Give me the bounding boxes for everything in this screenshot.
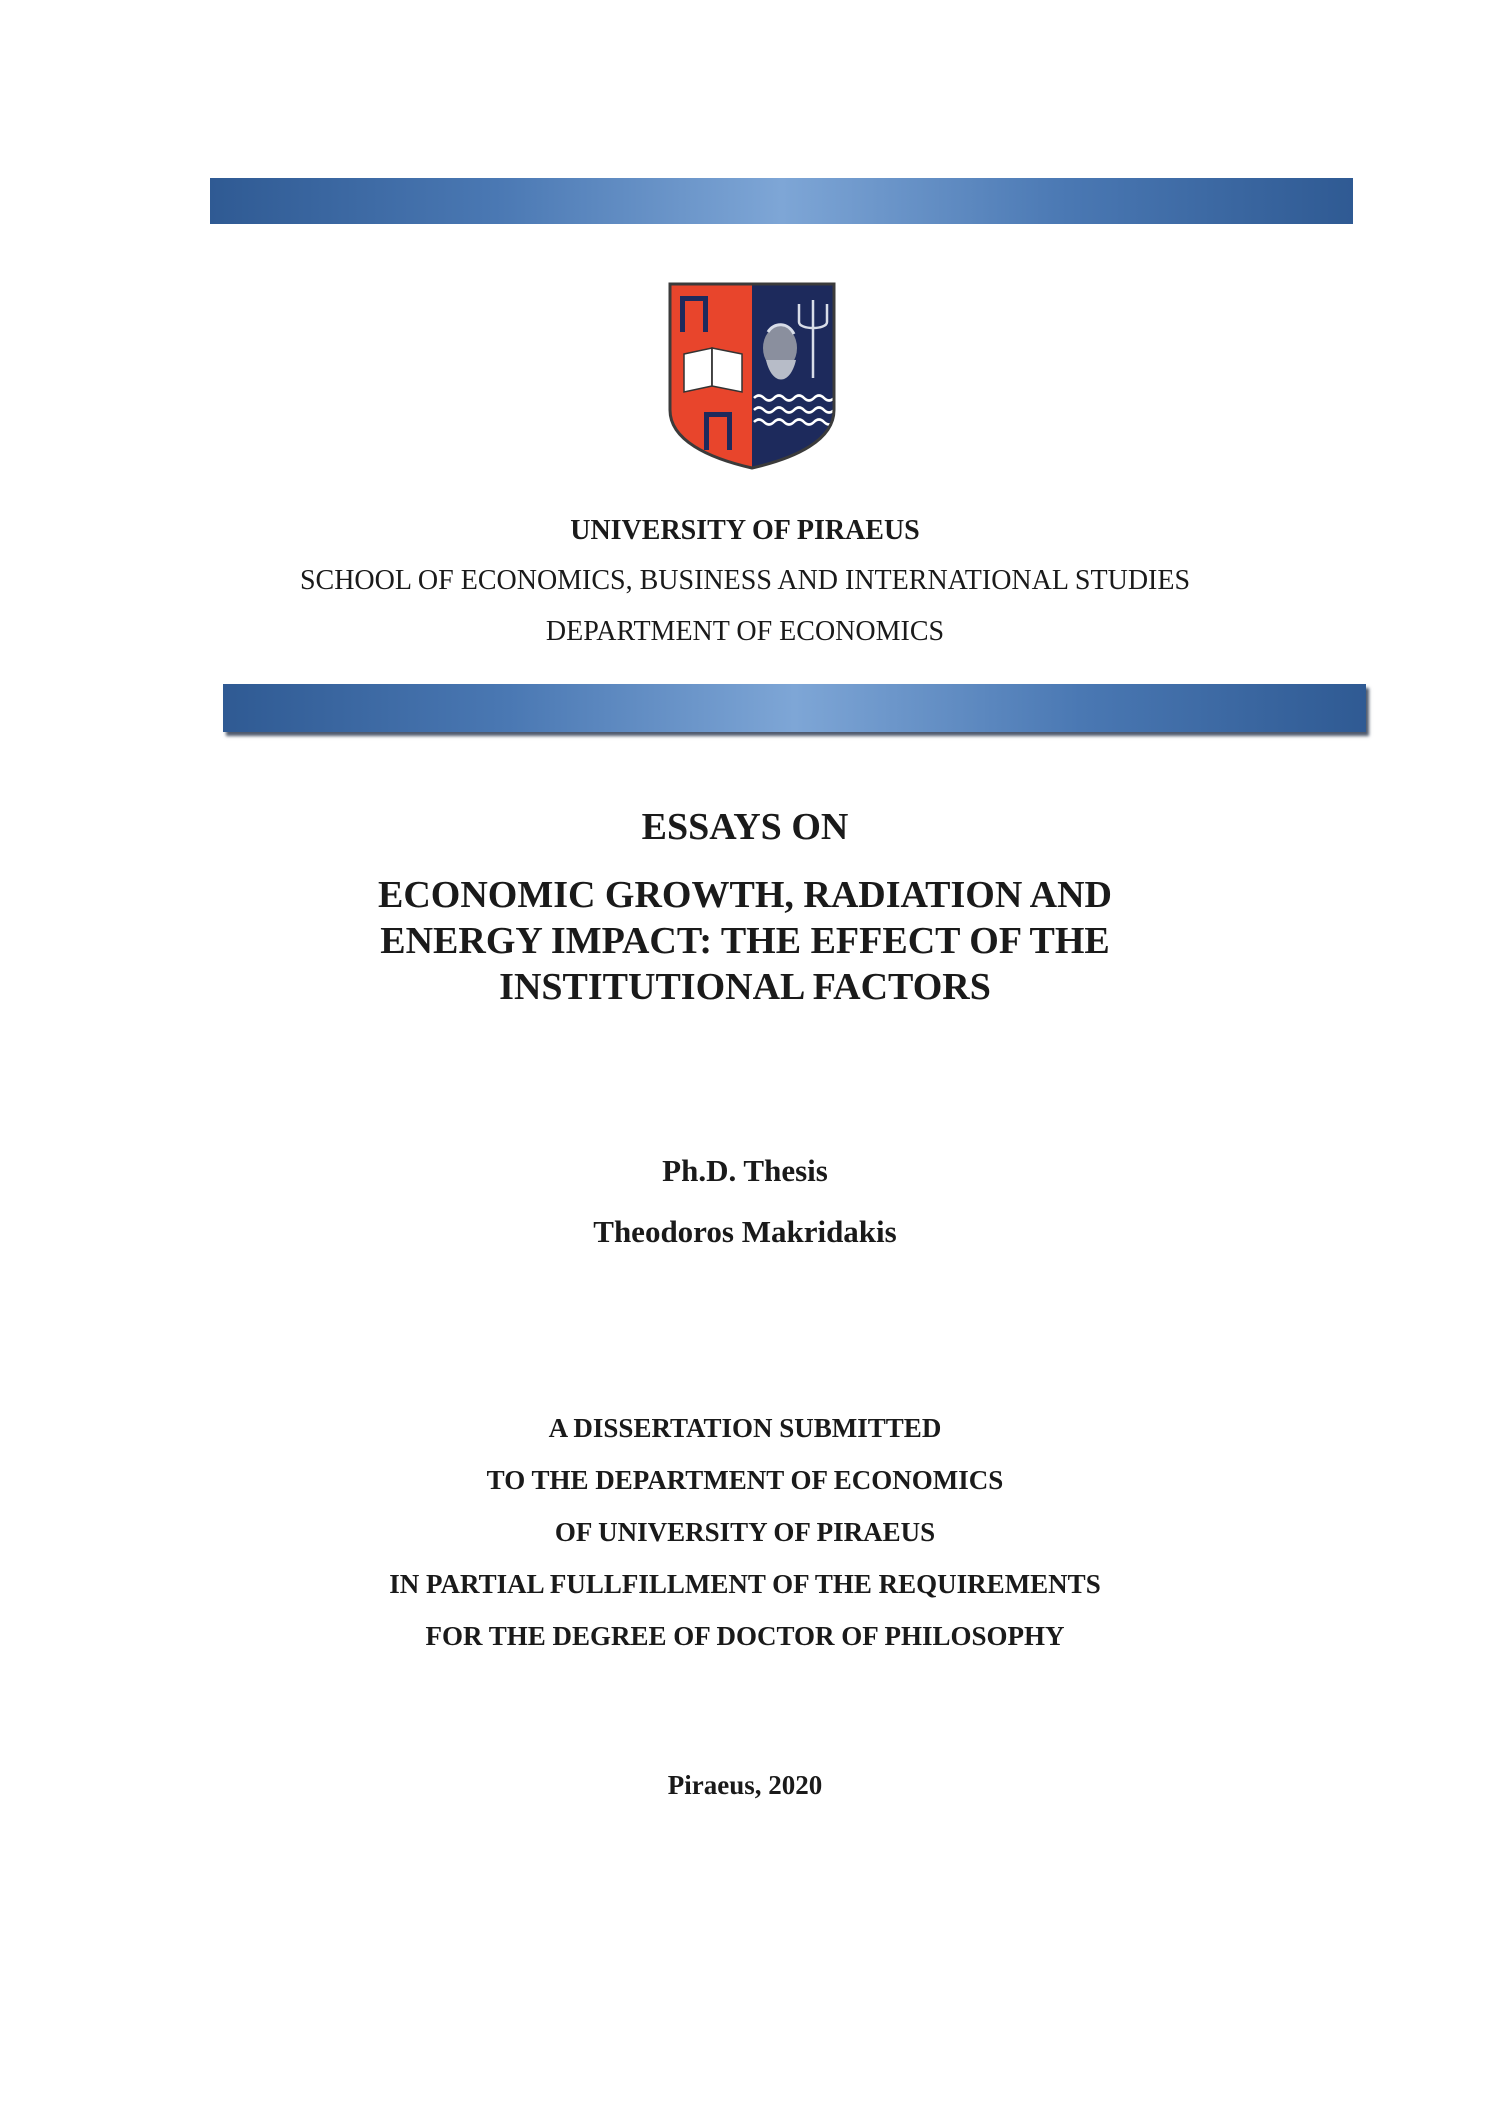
statement-line: TO THE DEPARTMENT OF ECONOMICS — [486, 1465, 1004, 1495]
statement-line: A DISSERTATION SUBMITTED — [548, 1413, 942, 1443]
statement-line: OF UNIVERSITY OF PIRAEUS — [554, 1517, 936, 1547]
bottom-decorative-band — [223, 684, 1366, 732]
author-name: Theodoros Makridakis — [593, 1214, 897, 1249]
thesis-title — [0, 872, 1490, 1010]
department-name: DEPARTMENT OF ECONOMICS — [545, 616, 945, 647]
top-decorative-band — [210, 178, 1353, 224]
title-line: ENERGY IMPACT: THE EFFECT OF THE — [380, 920, 1110, 962]
title-prefix: ESSAYS ON — [641, 806, 849, 848]
university-name: UNIVERSITY OF PIRAEUS — [570, 515, 920, 546]
statement-line: IN PARTIAL FULLFILLMENT OF THE REQUIREMENTS — [389, 1569, 1101, 1599]
thesis-type: Ph.D. Thesis — [662, 1153, 828, 1188]
submission-statement — [0, 1402, 1490, 1662]
statement-line: FOR THE DEGREE OF DOCTOR OF PHILOSOPHY — [425, 1621, 1065, 1651]
title-line: INSTITUTIONAL FACTORS — [499, 966, 991, 1008]
place-and-year: Piraeus, 2020 — [667, 1770, 823, 1800]
university-crest-icon — [668, 282, 836, 470]
title-line: ECONOMIC GROWTH, RADIATION AND — [377, 874, 1112, 916]
school-name: SCHOOL OF ECONOMICS, BUSINESS AND INTERNATIONAL STUDIES — [299, 565, 1191, 596]
